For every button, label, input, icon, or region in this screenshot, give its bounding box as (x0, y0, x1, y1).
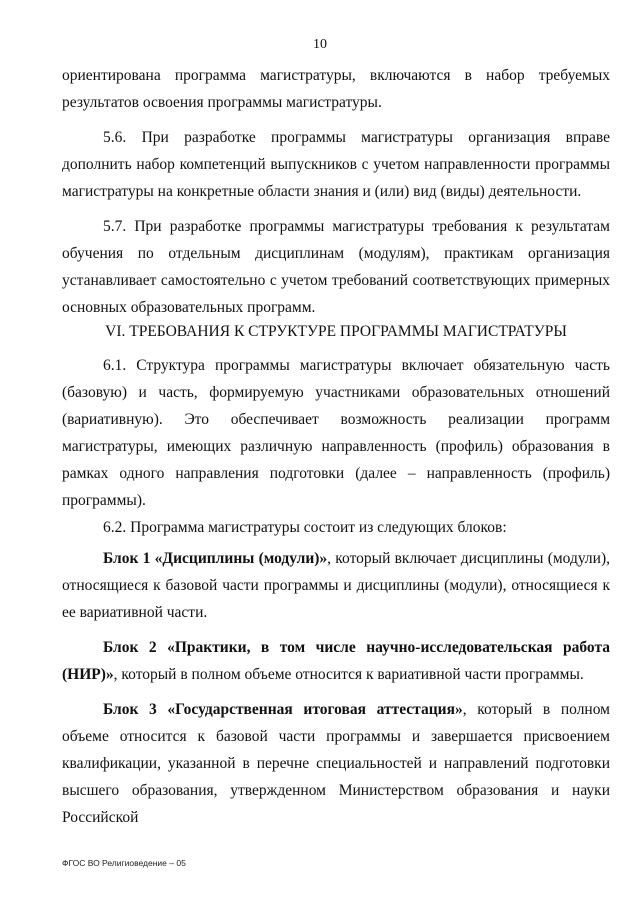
paragraph-6-1: 6.1. Структура программы магистратуры включает обязательную часть (базовую) и часть, формируемую участниками образовательных отношений (вариативную). Это обеспечивает возможность реализации программ магистратуры, имеющих различную направленность (профиль) образования в рамках одного направления подготовки (далее – направленность (профиль) программы). (62, 357, 610, 509)
section-heading: VI. ТРЕБОВАНИЯ К СТРУКТУРЕ ПРОГРАММЫ МАГИСТРАТУРЫ (105, 323, 567, 340)
paragraph-block-2 (62, 634, 610, 688)
paragraph-5-7: 5.7. При разработке программы магистратуры требования к результатам обучения по отдельным дисциплинам (модулям), практикам организация устанавливает самостоятельно с учетом требований соответствующих примерных основных образовательных программ. (62, 218, 610, 316)
body-text-top (62, 62, 610, 321)
paragraph-block-1 (62, 545, 610, 626)
page-number: 10 (313, 37, 327, 52)
block-2-title: Блок 2 «Практики, в том числе научно-исследовательская работа (НИР)» (62, 639, 610, 683)
document-footer: ФГОС ВО Религиоведение – 05 (62, 858, 186, 868)
block-1-title: Блок 1 «Дисциплины (модули)» (103, 550, 328, 567)
paragraph-6-2: 6.2. Программа магистратуры состоит из следующих блоков: (103, 519, 507, 536)
paragraph-block-3 (62, 696, 610, 831)
paragraph-5-6: 5.6. При разработке программы магистратуры организация вправе дополнить набор компетенций выпускников с учетом направленности программы магистратуры на конкретные области знания и (или) вид (виды) деятельности. (62, 129, 610, 200)
paragraph-continuation: ориентирована программа магистратуры, включаются в набор требуемых результатов освоения программы магистратуры. (62, 67, 610, 111)
block-3-title: Блок 3 «Государственная итоговая аттестация» (103, 701, 463, 718)
body-text-bottom (62, 352, 610, 831)
block-1-text: , который включает дисциплины (модули), относящиеся к базовой части программы и дисциплины (модули), относящиеся к ее вариативной части. (62, 550, 610, 621)
block-3-text: , который в полном объеме относится к базовой части программы и завершается присвоением квалификации, указанной в перечне специальностей и направлений подготовки высшего образования, утвержденном Министерством образования и науки Российской (62, 701, 610, 826)
block-2-text: , который в полном объеме относится к вариативной части программы. (113, 666, 584, 683)
